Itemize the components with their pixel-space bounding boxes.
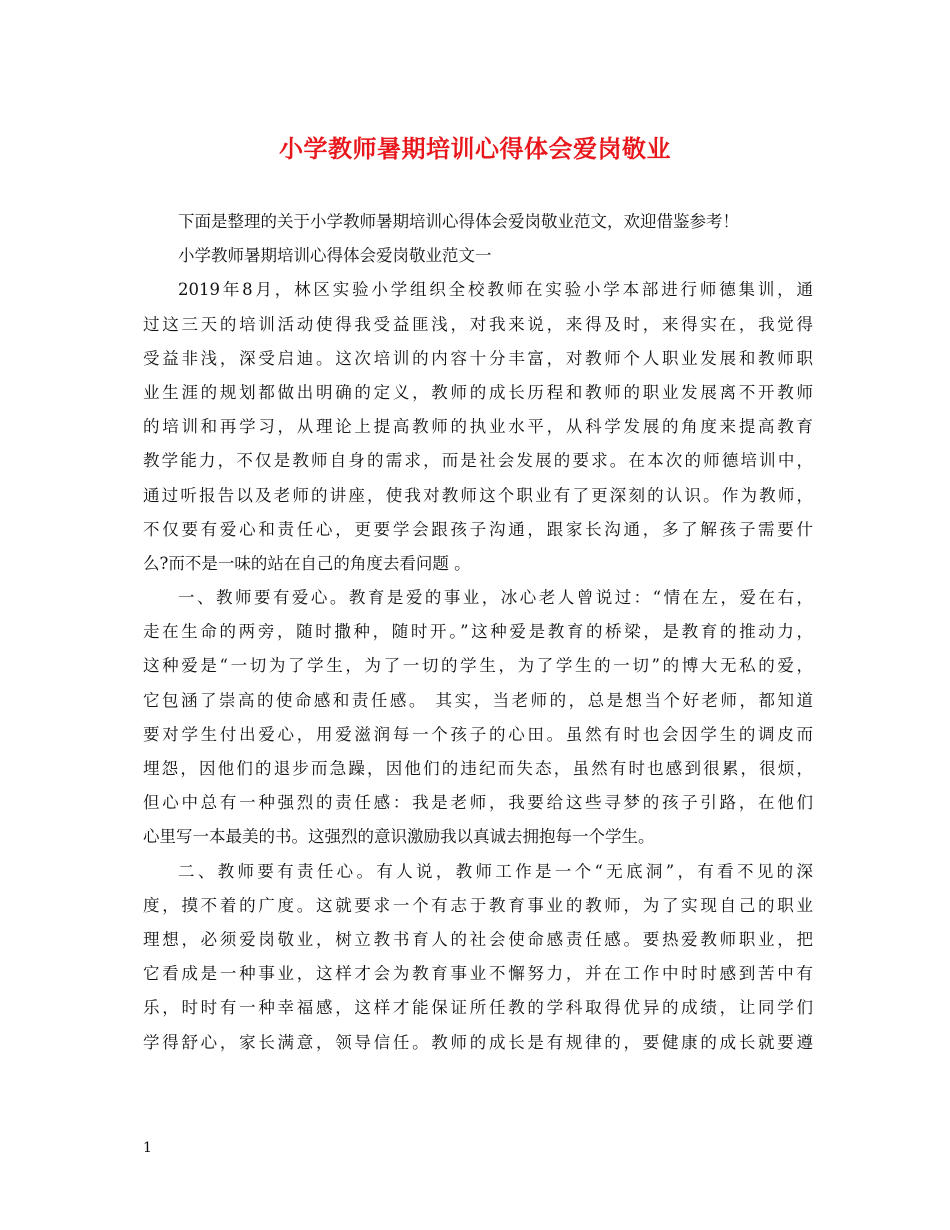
body-line: 下面是整理的关于小学教师暑期培训心得体会爱岗敬业范文，欢迎借鉴参考！ xyxy=(178,212,739,231)
body-line: 么?而不是一味的站在自己的角度去看问题 。 xyxy=(143,553,471,573)
body-line: 理想，必须爱岗敬业，树立教书育人的社会使命感责任感。要热爱教师职业，把 xyxy=(143,929,813,949)
body-line: 走在生命的两旁，随时撒种，随时开。”这种爱是教育的桥梁，是教育的推动力， xyxy=(143,622,813,642)
body-line: 但心中总有一种强烈的责任感：我是老师，我要给这些寻梦的孩子引路，在他们 xyxy=(143,793,813,813)
body-line: 它包涵了崇高的使命感和责任感。 其实，当老师的，总是想当个好老师，都知道 xyxy=(143,690,813,710)
body-line: 受益非浅，深受启迪。这次培训的内容十分丰富，对教师个人职业发展和教师职 xyxy=(143,348,813,368)
body-line: 的培训和再学习，从理论上提高教师的执业水平，从科学发展的角度来提高教育 xyxy=(143,417,813,437)
body-line: 过这三天的培训活动使得我受益匪浅，对我来说，来得及时，来得实在，我觉得 xyxy=(143,314,813,334)
body-line: 不仅要有爱心和责任心，更要学会跟孩子沟通，跟家长沟通，多了解孩子需要什 xyxy=(143,519,813,539)
body-line: 乐，时时有一种幸福感，这样才能保证所任教的学科取得优异的成绩，让同学们 xyxy=(143,998,813,1018)
page-number: 1 xyxy=(143,1140,152,1156)
document-body xyxy=(143,205,813,1060)
body-line: 小学教师暑期培训心得体会爱岗敬业范文一 xyxy=(178,246,492,266)
body-line: 要对学生付出爱心，用爱滋润每一个孩子的心田。虽然有时也会因学生的调皮而 xyxy=(143,724,813,744)
document-title: 小学教师暑期培训心得体会爱岗敬业 xyxy=(279,134,671,163)
body-line: 这种爱是“一切为了学生，为了一切的学生，为了学生的一切”的博大无私的爱， xyxy=(143,656,813,676)
body-line: 二、教师要有责任心。有人说，教师工作是一个“无底洞”，有看不见的深 xyxy=(178,861,813,881)
body-line: 业生涯的规划都做出明确的定义，教师的成长历程和教师的职业发展离不开教师 xyxy=(143,382,813,402)
body-line: 心里写一本最美的书。这强烈的意识激励我以真诚去拥抱每一个学生。 xyxy=(143,827,655,847)
body-line: 2019年8月，林区实验小学组织全校教师在实验小学本部进行师德集训，通 xyxy=(178,280,813,300)
body-line: 学得舒心，家长满意，领导信任。教师的成长是有规律的，要健康的成长就要遵 xyxy=(143,1032,813,1052)
body-line: 度，摸不着的广度。这就要求一个有志于教育事业的教师，为了实现自己的职业 xyxy=(143,895,813,915)
body-line: 教学能力，不仅是教师自身的需求，而是社会发展的要求。在本次的师德培训中， xyxy=(143,451,813,471)
body-line: 埋怨，因他们的退步而急躁，因他们的违纪而失态，虽然有时也感到很累，很烦， xyxy=(143,759,813,778)
body-line: 它看成是一种事业，这样才会为教育事业不懈努力，并在工作中时时感到苦中有 xyxy=(143,964,813,984)
body-line: 一、教师要有爱心。教育是爱的事业，冰心老人曾说过：“情在左，爱在右， xyxy=(178,588,813,608)
body-line: 通过听报告以及老师的讲座，使我对教师这个职业有了更深刻的认识。作为教师， xyxy=(143,485,813,505)
